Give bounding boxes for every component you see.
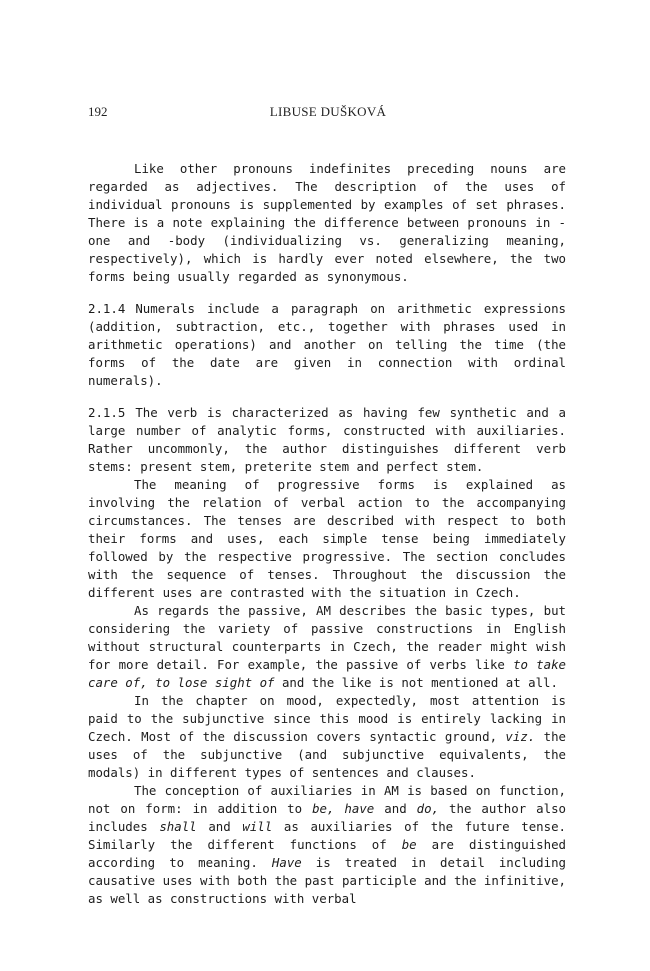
- paragraph-text: Numerals include a paragraph on arithmetic expressions (addition, subtraction, etc., together with phrases used in arithmetic operations) and another on telling the time (the forms of the date are given in connection with ordinal numerals).: [88, 301, 566, 388]
- section-number: 2.1.4: [88, 301, 126, 316]
- paragraph-text: In the chapter on mood, expectedly, most attention is paid to the subjunctive since this mood is entirely lacking in Czech. Most of the discussion covers syntactic ground,: [88, 693, 566, 744]
- paragraph-text: The conception of auxiliaries in AM is based on function, not on form: in addition to: [88, 783, 566, 816]
- italic-term: do,: [416, 801, 440, 816]
- paragraph-text: and: [374, 801, 417, 816]
- paragraph-passive: [88, 602, 566, 692]
- body-text: [88, 160, 566, 908]
- paragraph-pronouns: [88, 160, 566, 286]
- paragraph-text: and: [196, 819, 243, 834]
- paragraph-text: Like other pronouns indefinites preceding nouns are regarded as adjectives. The description of the uses of individual pronouns is supplemented by examples of set phrases. There is a note explaining the difference between pronouns in -one and -body (individualizing vs. generalizing meaning, respectively), which is hardly ever noted elsewhere, the two forms being usually regarded as synonymous.: [88, 161, 566, 284]
- italic-term: will: [242, 819, 273, 834]
- italic-example: to take care of, to lose sight of: [88, 657, 567, 690]
- paragraph-text: The meaning of progressive forms is explained as involving the relation of verbal action to the accompanying circumstances. The tenses are described with respect to both their forms and uses, each simple tense being immediately followed by the respective progressive. The section concludes with the sequence of tenses. Throughout the discussion the different uses are contrasted with the situation in Czech.: [88, 477, 566, 600]
- italic-term: Have: [271, 855, 302, 870]
- italic-term: be, have: [312, 801, 375, 816]
- page-number: 192: [88, 104, 108, 119]
- paragraph-progressive: [88, 476, 566, 602]
- paragraph-text: as auxiliaries of the future tense. Similarly the different functions of: [88, 819, 566, 852]
- paragraph-text: As regards the passive, AM describes the basic types, but considering the variety of passive constructions in English without structural counterparts in Czech, the reader might wish for more detail. For example, the passive of verbs like: [88, 603, 566, 672]
- paragraph-text: the uses of the subjunctive (and subjunctive equivalents, the modals) in different types of sentences and clauses.: [88, 729, 566, 780]
- paragraph-text: and the like is not mentioned at all.: [274, 675, 558, 690]
- paragraph-text: are distinguished according to meaning.: [88, 837, 566, 870]
- section-2-1-5: [88, 404, 566, 476]
- running-head: LIBUSE DUŠKOVÁ: [269, 104, 387, 119]
- paragraph-text: the author also includes: [88, 801, 566, 834]
- italic-term: shall: [159, 819, 197, 834]
- italic-term: viz.: [505, 729, 536, 744]
- italic-term: be: [401, 837, 417, 852]
- paragraph-text: The verb is characterized as having few synthetic and a large number of analytic forms, constructed with auxiliaries. Rather uncommonly, the author distinguishes different verb stems: present stem, preterite stem and perfect stem.: [88, 405, 566, 474]
- paragraph-text: is treated in detail including causative uses with both the past participle and the infinitive, as well as constructions with verbal: [88, 855, 566, 906]
- paragraph-mood: [88, 692, 566, 782]
- section-2-1-4: [88, 300, 566, 390]
- section-number: 2.1.5: [88, 405, 126, 420]
- paragraph-auxiliaries: [88, 782, 566, 908]
